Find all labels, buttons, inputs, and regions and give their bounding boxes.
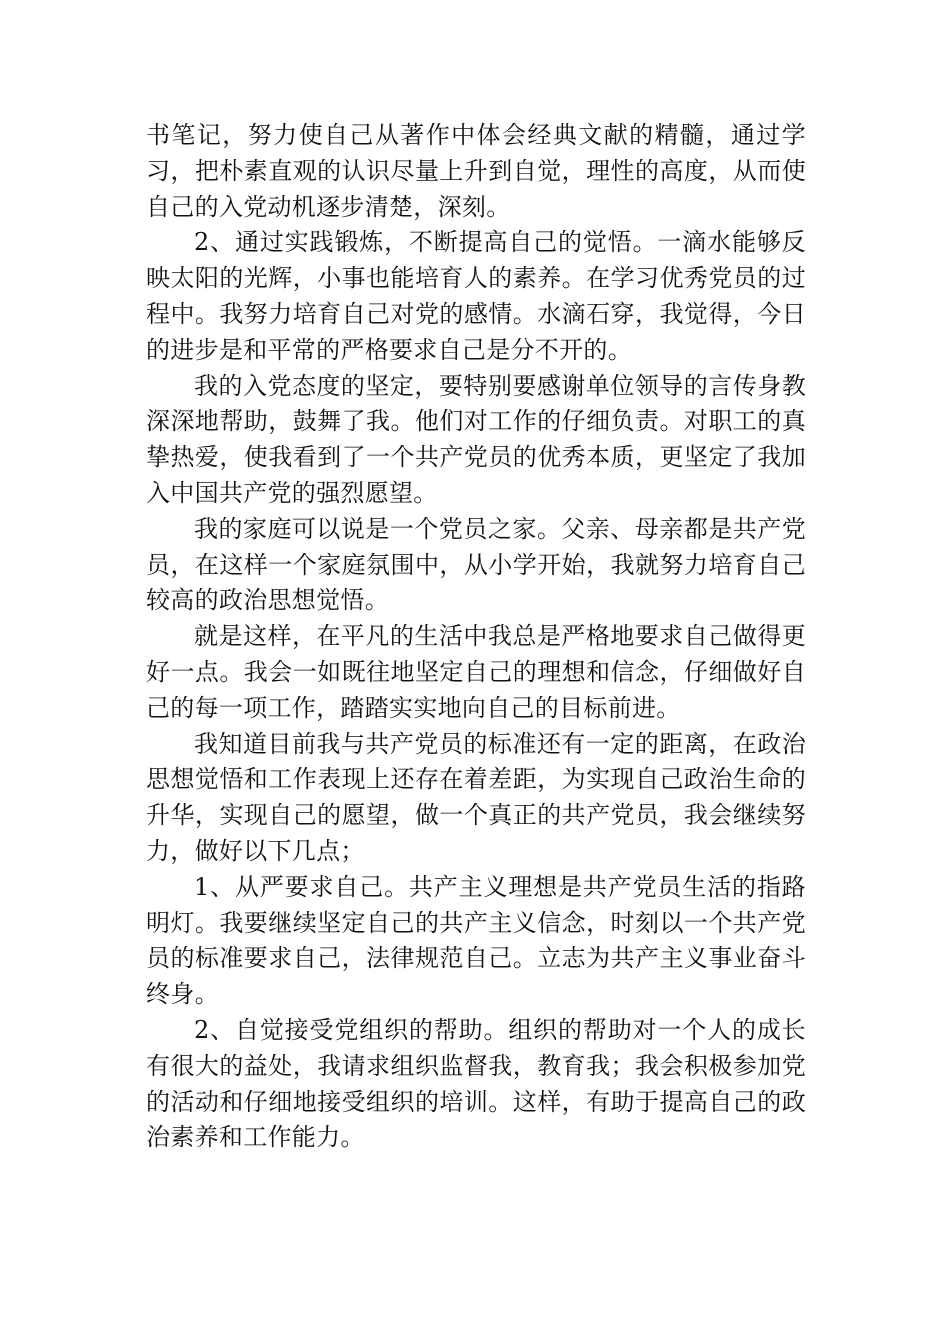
paragraph: 1、从严要求自己。共产主义理想是共产党员生活的指路明灯。我要继续坚定自己的共产主义信念，时刻以一个共产党员的标准要求自己，法律规范自己。立志为共产主义事业奋斗终身。 bbox=[146, 872, 806, 1009]
paragraph: 我的家庭可以说是一个党员之家。父亲、母亲都是共产党员，在这样一个家庭氛围中，从小学开始，我就努力培育自己较高的政治思想觉悟。 bbox=[146, 514, 806, 615]
paragraph-continuation: 书笔记，努力使自己从著作中体会经典文献的精髓，通过学习，把朴素直观的认识尽量上升到自觉，理性的高度，从而使自己的入党动机逐步清楚，深刻。 bbox=[146, 121, 806, 221]
paragraph: 就是这样，在平凡的生活中我总是严格地要求自己做得更好一点。我会一如既往地坚定自己的理想和信念，仔细做好自己的每一项工作，踏踏实实地向自己的目标前进。 bbox=[146, 622, 806, 722]
document-body bbox=[146, 118, 806, 1156]
paragraph: 2、自觉接受党组织的帮助。组织的帮助对一个人的成长有很大的益处，我请求组织监督我，教育我；我会积极参加党的活动和仔细地接受组织的培训。这样，有助于提高自己的政治素养和工作能力。 bbox=[146, 1015, 806, 1152]
paragraph: 我的入党态度的坚定，要特别要感谢单位领导的言传身教深深地帮助，鼓舞了我。他们对工作的仔细负责。对职工的真挚热爱，使我看到了一个共产党员的优秀本质，更坚定了我加入中国共产党的强烈愿望。 bbox=[146, 371, 806, 507]
paragraph: 我知道目前我与共产党员的标准还有一定的距离，在政治思想觉悟和工作表现上还存在着差距，为实现自己政治生命的升华，实现自己的愿望，做一个真正的共产党员，我会继续努力，做好以下几点； bbox=[146, 729, 806, 865]
paragraph: 2、通过实践锻炼，不断提高自己的觉悟。一滴水能够反映太阳的光辉，小事也能培育人的素养。在学习优秀党员的过程中。我努力培育自己对党的感情。水滴石穿，我觉得，今日的进步是和平常的严格要求自己是分不开的。 bbox=[146, 228, 806, 364]
